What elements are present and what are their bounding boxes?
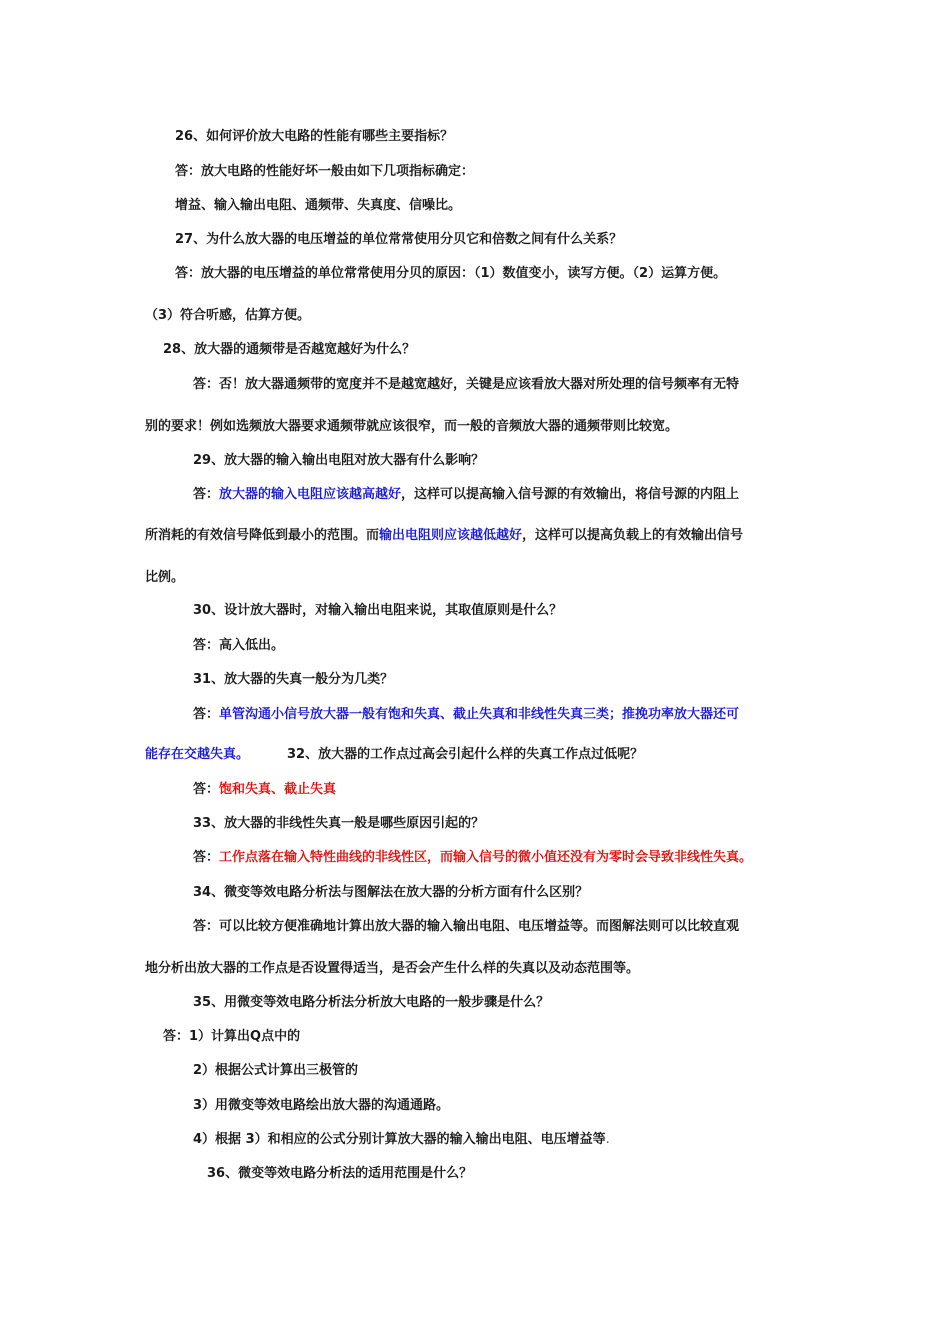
question-34: 34、微变等效电路分析法与图解法在放大器的分析方面有什么区别？: [193, 885, 589, 900]
answer-30: 答：高入低出。: [193, 638, 285, 653]
answer-35-step-1: 答：1）计算出Q点中的: [163, 1029, 301, 1044]
question-27: 27、为什么放大器的电压增益的单位常常使用分贝它和倍数之间有什么关系？: [175, 232, 623, 247]
answer-29-line-2: [145, 527, 743, 545]
highlight-saturation-cutoff: 饱和失真、截止失真: [219, 782, 337, 797]
answer-text: 4）根据 3）和相应的公式分别计算放大器的输入输出电阻、电压增益等: [193, 1132, 606, 1147]
question-29: 29、放大器的输入输出电阻对放大器有什么影响？: [193, 453, 485, 468]
answer-31-line-2: [145, 746, 249, 764]
answer-prefix: 答：: [193, 707, 220, 722]
question-35: 35、用微变等效电路分析法分析放大电路的一般步骤是什么？: [193, 995, 550, 1010]
answer-26-line-1: 答：放大电路的性能好坏一般由如下几项指标确定：: [175, 164, 475, 179]
question-30: 30、设计放大器时，对输入输出电阻来说，其取值原则是什么？: [193, 603, 563, 618]
answer-text: ，这样可以提高负载上的有效输出信号: [522, 528, 744, 543]
answer-27-line-2: （3）符合听感，估算方便。: [145, 308, 311, 323]
answer-prefix: 答：: [193, 782, 220, 797]
answer-26-line-2: 增益、输入输出电阻、通频带、失真度、信噪比。: [175, 198, 462, 213]
highlight-input-resistance: 放大器的输入电阻应该越高越好: [219, 487, 402, 502]
answer-text-period: .: [605, 1132, 610, 1147]
question-33: 33、放大器的非线性失真一般是哪些原因引起的？: [193, 816, 485, 831]
question-36: 36、微变等效电路分析法的适用范围是什么？: [207, 1166, 473, 1181]
question-31: 31、放大器的失真一般分为几类？: [193, 672, 394, 687]
answer-35-step-2: 2）根据公式计算出三极管的: [193, 1063, 359, 1078]
answer-34-line-1: 答：可以比较方便准确地计算出放大器的输入输出电阻、电压增益等。而图解法则可以比较直观: [193, 919, 740, 934]
answer-29-line-3: 比例。: [145, 570, 185, 585]
answer-text: ，这样可以提高输入信号源的有效输出，将信号源的内阻上: [401, 487, 740, 502]
highlight-crossover-distortion: 能存在交越失真。: [145, 747, 250, 762]
answer-prefix: 答：: [193, 487, 220, 502]
answer-35-step-4: [193, 1131, 610, 1149]
highlight-output-resistance: 输出电阻则应该越低越好: [379, 528, 523, 543]
answer-35-step-3: 3）用微变等效电路绘出放大器的沟通通路。: [193, 1098, 450, 1113]
answer-28-line-1: 答：否！放大器通频带的宽度并不是越宽越好，关键是应该看放大器对所处理的信号频率有无特: [193, 377, 740, 392]
question-26: 26、如何评价放大电路的性能有哪些主要指标？: [175, 129, 454, 144]
highlight-distortion-types: 单管沟通小信号放大器一般有饱和失真、截止失真和非线性失真三类；推挽功率放大器还可: [219, 707, 740, 722]
answer-text: 所消耗的有效信号降低到最小的范围。而: [145, 528, 380, 543]
answer-34-line-2: 地分析出放大器的工作点是否设置得适当，是否会产生什么样的失真以及动态范围等。: [145, 961, 640, 976]
question-28: 28、放大器的通频带是否越宽越好为什么？: [163, 342, 416, 357]
answer-32: [193, 781, 336, 799]
answer-29-line-1: [193, 486, 739, 504]
highlight-nonlinear-cause: 工作点落在输入特性曲线的非线性区，而输入信号的微小值还没有为零时会导致非线性失真。: [219, 850, 753, 865]
question-32: 32、放大器的工作点过高会引起什么样的失真工作点过低呢？: [287, 747, 644, 762]
answer-prefix: 答：: [193, 850, 220, 865]
answer-27-line-1: 答：放大器的电压增益的单位常常使用分贝的原因：（1）数值变小，读写方便。（2）运算方便。: [175, 266, 727, 281]
answer-28-line-2: 别的要求！例如选频放大器要求通频带就应该很窄，而一般的音频放大器的通频带则比较宽。: [145, 419, 679, 434]
answer-33: [193, 849, 752, 867]
answer-31-line-1: [193, 706, 739, 724]
